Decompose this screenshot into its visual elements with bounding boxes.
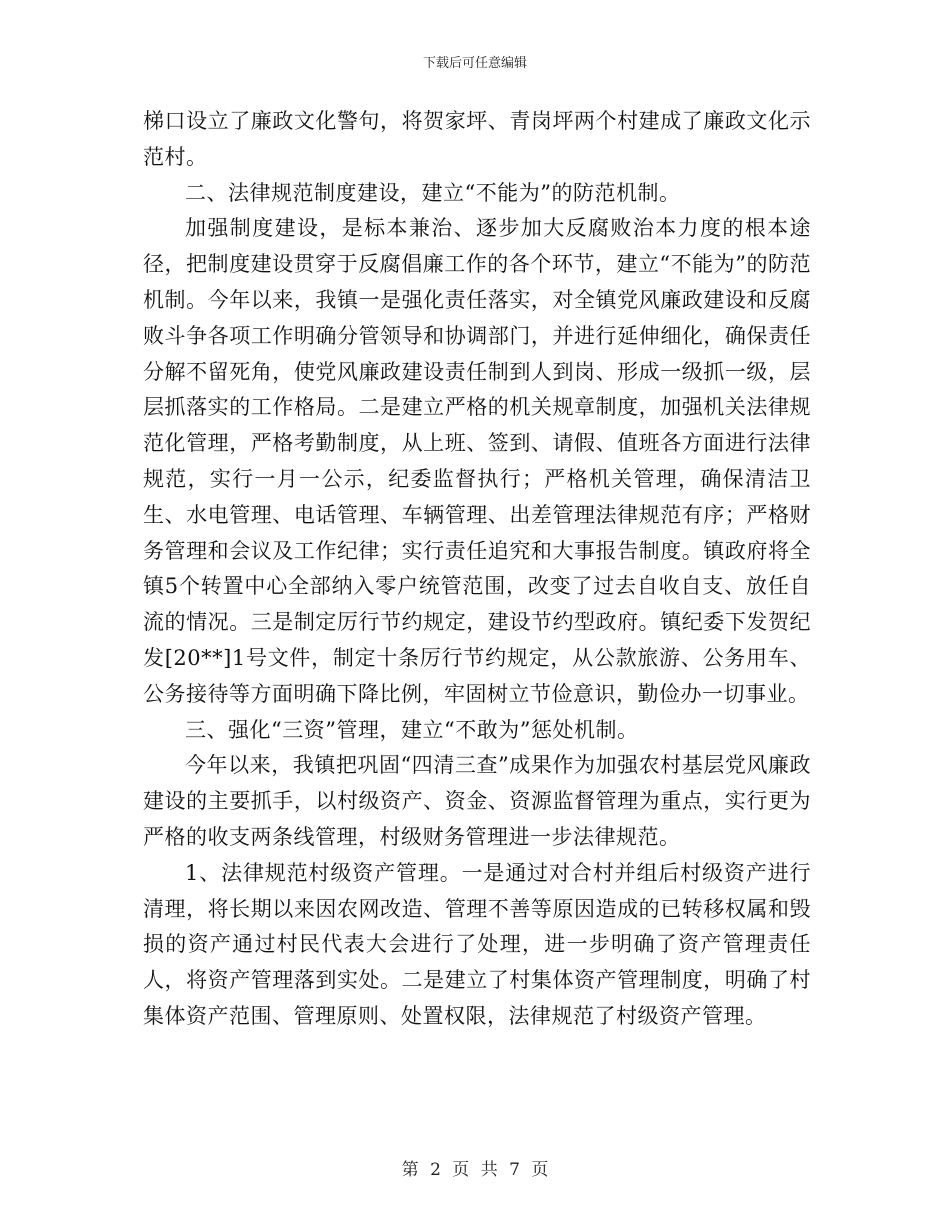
paragraph: 1、法律规范村级资产管理。一是通过对合村并组后村级资产进行清理，将长期以来因农网改造、管理不善等原因造成的已转移权属和毁损的资产通过村民代表大会进行了处理，进一步明确了资产管理责任人，将资产管理落到实处。二是建立了村集体资产管理制度，明确了村集体资产范围、管理原则、处置权限，法律规范了村级资产管理。 <box>143 860 811 1028</box>
document-body <box>143 104 811 1035</box>
paragraph: 今年以来，我镇把巩固“四清三查”成果作为加强农村基层党风廉政建设的主要抓手，以村级资产、资金、资源监督管理为重点，实行更为严格的收支两条线管理，村级财务管理进一步法律规范。 <box>143 753 811 849</box>
section-heading-2: 二、法律规范制度建设，建立“不能为”的防范机制。 <box>185 180 681 205</box>
page-footer: 第 2 页 共 7 页 <box>401 1160 549 1180</box>
page-header: 下载后可任意编辑 <box>422 56 527 71</box>
paragraph: 加强制度建设，是标本兼治、逐步加大反腐败治本力度的根本途径，把制度建设贯穿于反腐倡廉工作的各个环节，建立“不能为”的防范机制。今年以来，我镇一是强化责任落实，对全镇党风廉政建设和反腐败斗争各项工作明确分管领导和协调部门，并进行延伸细化，确保责任分解不留死角，使党风廉政建设责任制到人到岗、形成一级抓一级，层层抓落实的工作格局。二是建立严格的机关规章制度，加强机关法律规范化管理，严格考勤制度，从上班、签到、请假、值班各方面进行法律规范，实行一月一公示，纪委监督执行；严格机关管理，确保清洁卫生、水电管理、电话管理、车辆管理、出差管理法律规范有序；严格财务管理和会议及工作纪律；实行责任追究和大事报告制度。镇政府将全镇5个转置中心全部纳入零户统管范围，改变了过去自收自支、放任自流的情况。三是制定厉行节约规定，建设节约型政府。镇纪委下发贺纪发[20**]1号文件，制定十条厉行节约规定，从公款旅游、公务用车、公务接待等方面明确下降比例，牢固树立节俭意识，勤俭办一切事业。 <box>143 216 811 706</box>
paragraph-continuation: 梯口设立了廉政文化警句，将贺家坪、青岗坪两个村建成了廉政文化示范村。 <box>143 109 811 169</box>
section-heading-3: 三、强化“三资”管理，建立“不敢为”惩处机制。 <box>185 717 639 742</box>
